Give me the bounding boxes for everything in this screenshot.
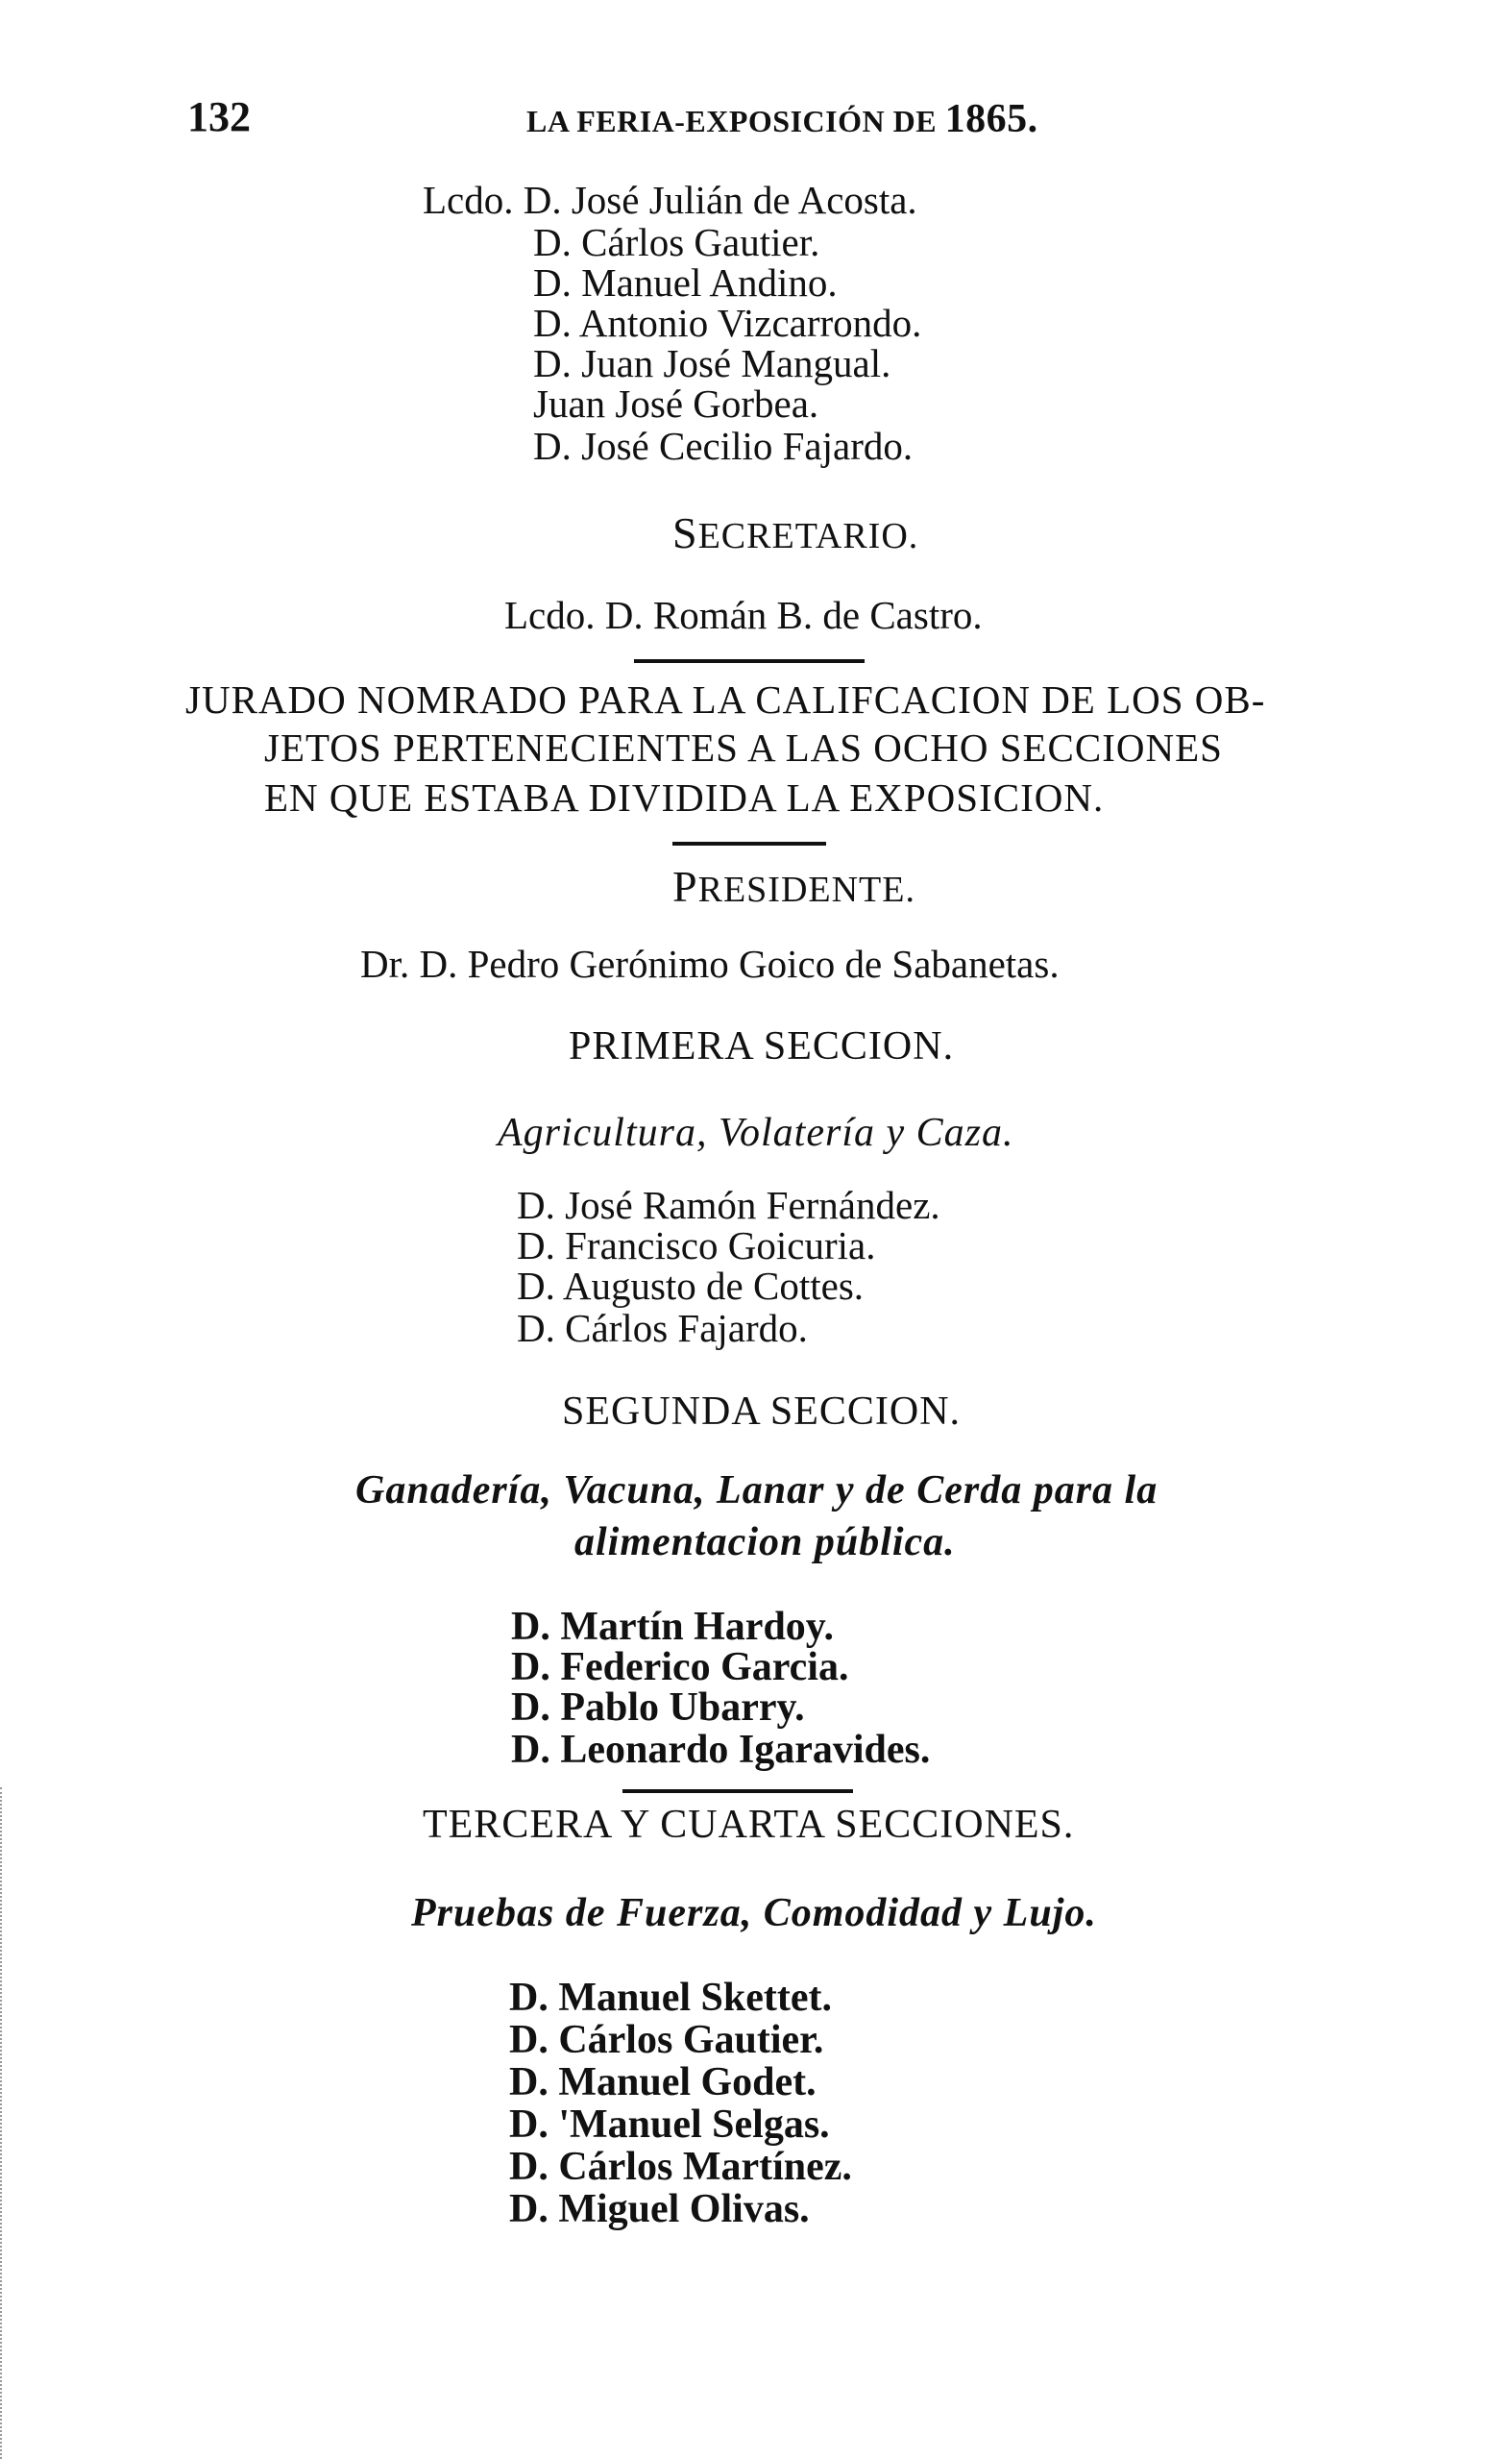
section-member: D. 'Manuel Selgas. xyxy=(509,2102,830,2147)
page-number: 132 xyxy=(187,93,251,140)
president-name: Dr. D. Pedro Gerónimo Goico de Sabanetas. xyxy=(360,942,1060,986)
president-heading xyxy=(672,862,915,911)
section-member: D. Francisco Goicuria. xyxy=(517,1223,876,1267)
section-member: D. Augusto de Cottes. xyxy=(517,1264,865,1308)
section-title: SEGUNDA SECCION. xyxy=(562,1389,962,1434)
board-member: D. Cárlos Gautier. xyxy=(533,220,820,264)
section-member: D. Leonardo Igaravides. xyxy=(511,1728,931,1772)
section-member: D. Cárlos Martínez. xyxy=(509,2145,852,2189)
running-head-text: LA FERIA-EXPOSICIÓN DE xyxy=(526,104,938,138)
board-member: D. Manuel Andino. xyxy=(533,260,838,305)
page-edge xyxy=(0,1787,5,2459)
jury-title-line: EN QUE ESTABA DIVIDIDA LA EXPOSICION. xyxy=(264,775,1105,820)
section-member: D. José Ramón Fernández. xyxy=(517,1183,940,1227)
divider-rule xyxy=(672,842,826,846)
divider-rule xyxy=(634,659,865,663)
section-member: D. Martín Hardoy. xyxy=(511,1605,834,1649)
secretary-heading xyxy=(672,508,919,557)
president-heading-initial: P xyxy=(672,862,698,911)
board-member: D. José Cecilio Fajardo. xyxy=(533,424,914,468)
section-member: D. Manuel Skettet. xyxy=(509,1976,832,2020)
secretary-heading-rest: ECRETARIO. xyxy=(697,516,919,556)
president-heading-rest: RESIDENTE. xyxy=(697,870,915,910)
section-title: PRIMERA SECCION. xyxy=(569,1024,955,1069)
section-member: D. Cárlos Gautier. xyxy=(509,2018,824,2062)
section-member: D. Cárlos Fajardo. xyxy=(517,1306,808,1350)
jury-title-line: JETOS PERTENECIENTES A LAS OCHO SECCIONES xyxy=(264,725,1223,770)
section-title: TERCERA Y CUARTA SECCIONES. xyxy=(423,1803,1075,1847)
board-member: Lcdo. D. José Julián de Acosta. xyxy=(423,178,917,222)
jury-title-line: JURADO NOMRADO PARA LA CALIFCACION DE LOS OB- xyxy=(185,677,1266,722)
section-subtitle: alimentacion pública. xyxy=(574,1520,956,1564)
secretary-heading-initial: S xyxy=(672,508,698,557)
section-member: D. Miguel Olivas. xyxy=(509,2187,810,2231)
board-member: D. Antonio Vizcarrondo. xyxy=(533,301,922,345)
divider-rule xyxy=(622,1789,853,1793)
running-head-year: 1865. xyxy=(944,97,1038,141)
section-member: D. Pablo Ubarry. xyxy=(511,1685,805,1730)
running-head xyxy=(526,99,1038,139)
section-member: D. Manuel Godet. xyxy=(509,2060,817,2104)
section-subtitle: Agricultura, Volatería y Caza. xyxy=(498,1111,1014,1155)
secretary-name: Lcdo. D. Román B. de Castro. xyxy=(504,593,983,637)
section-member: D. Federico Garcia. xyxy=(511,1645,849,1689)
board-member: D. Juan José Mangual. xyxy=(533,341,891,385)
board-member: Juan José Gorbea. xyxy=(533,381,819,426)
section-subtitle: Pruebas de Fuerza, Comodidad y Lujo. xyxy=(411,1891,1097,1935)
section-subtitle: Ganadería, Vacuna, Lanar y de Cerda para la xyxy=(355,1468,1158,1512)
